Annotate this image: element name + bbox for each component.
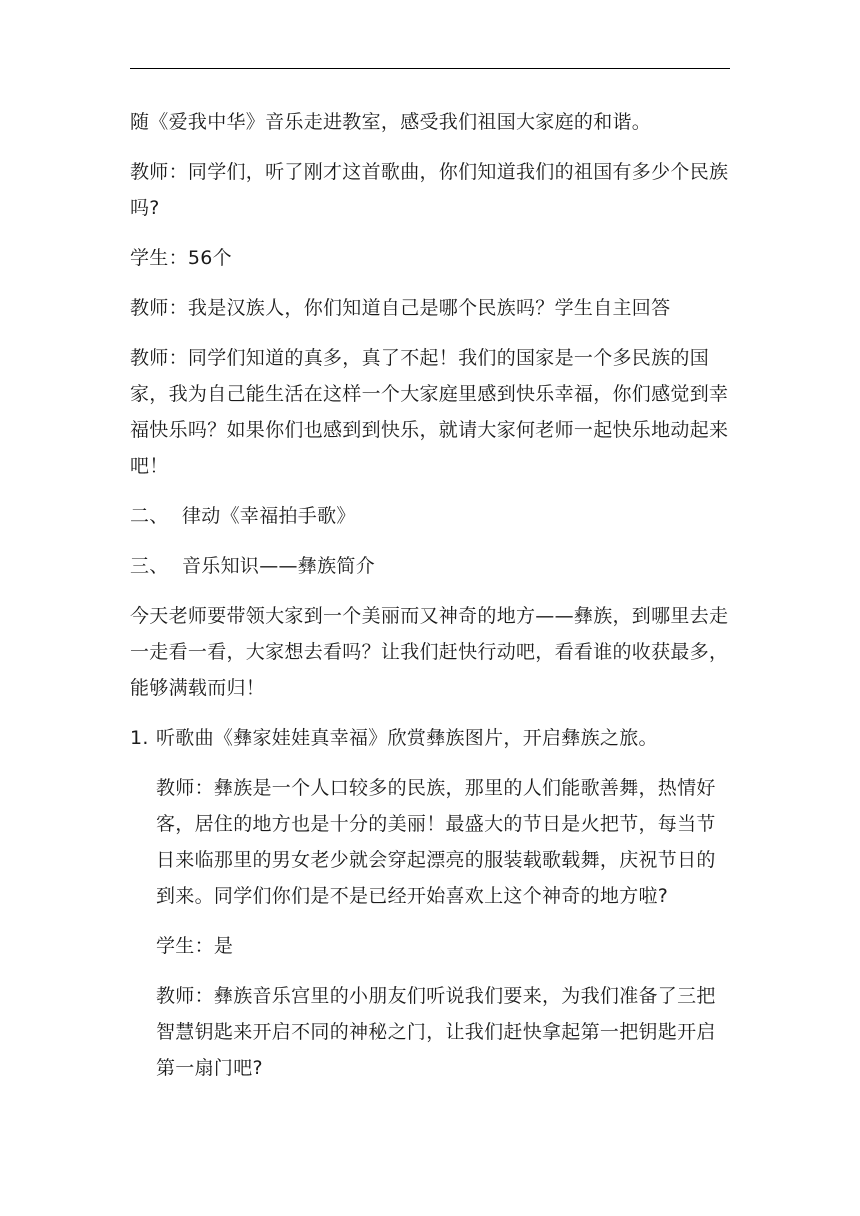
paragraph-student-answer: 学生：56个 [130, 247, 232, 269]
paragraph-student-yes: 学生：是 [156, 935, 234, 957]
section-number: 二、 [130, 505, 169, 527]
header-rule [130, 68, 730, 69]
section-heading-3 [130, 548, 732, 584]
section-heading-2 [130, 498, 732, 534]
section-number: 三、 [130, 555, 169, 577]
paragraph-teacher-keys: 教师：彝族音乐宫里的小朋友们听说我们要来，为我们准备了三把智慧钥匙来开启不同的神秘之门，让我们赶快拿起第一把钥匙开启第一扇门吧? [156, 985, 716, 1079]
section-title: 音乐知识——彝族简介 [182, 555, 376, 577]
paragraph-teacher-question: 教师：同学们，听了刚才这首歌曲，你们知道我们的祖国有多少个民族吗? [130, 161, 729, 219]
section-title: 律动《幸福拍手歌》 [182, 505, 356, 527]
document-body [130, 104, 732, 1100]
paragraph-teacher-praise: 教师：同学们知道的真多，真了不起！我们的国家是一个多民族的国家，我为自己能生活在这样一个大家庭里感到快乐幸福，你们感觉到幸福快乐吗？如果你们也感到到快乐，就请大家何老师一起快乐地动起来吧！ [130, 347, 729, 477]
paragraph-intro: 随《爱我中华》音乐走进教室，感受我们祖国大家庭的和谐。 [130, 111, 652, 133]
list-item-text: 听歌曲《彝家娃娃真幸福》欣赏彝族图片，开启彝族之旅。 [156, 727, 658, 749]
list-number: 1. [130, 727, 149, 749]
paragraph-teacher-yi-intro: 教师：彝族是一个人口较多的民族，那里的人们能歌善舞，热情好客，居住的地方也是十分的美丽！最盛大的节日是火把节，每当节日来临那里的男女老少就会穿起漂亮的服装载歌载舞，庆祝节日的到来。同学们你们是不是已经开始喜欢上这个神奇的地方啦? [156, 777, 716, 907]
paragraph-journey-intro: 今天老师要带领大家到一个美丽而又神奇的地方——彝族，到哪里去走一走看一看，大家想去看吗？让我们赶快行动吧，看看谁的收获最多，能够满载而归！ [130, 605, 729, 699]
paragraph-teacher-ethnicity: 教师：我是汉族人，你们知道自己是哪个民族吗？学生自主回答 [130, 297, 671, 319]
list-item-1 [130, 720, 732, 756]
